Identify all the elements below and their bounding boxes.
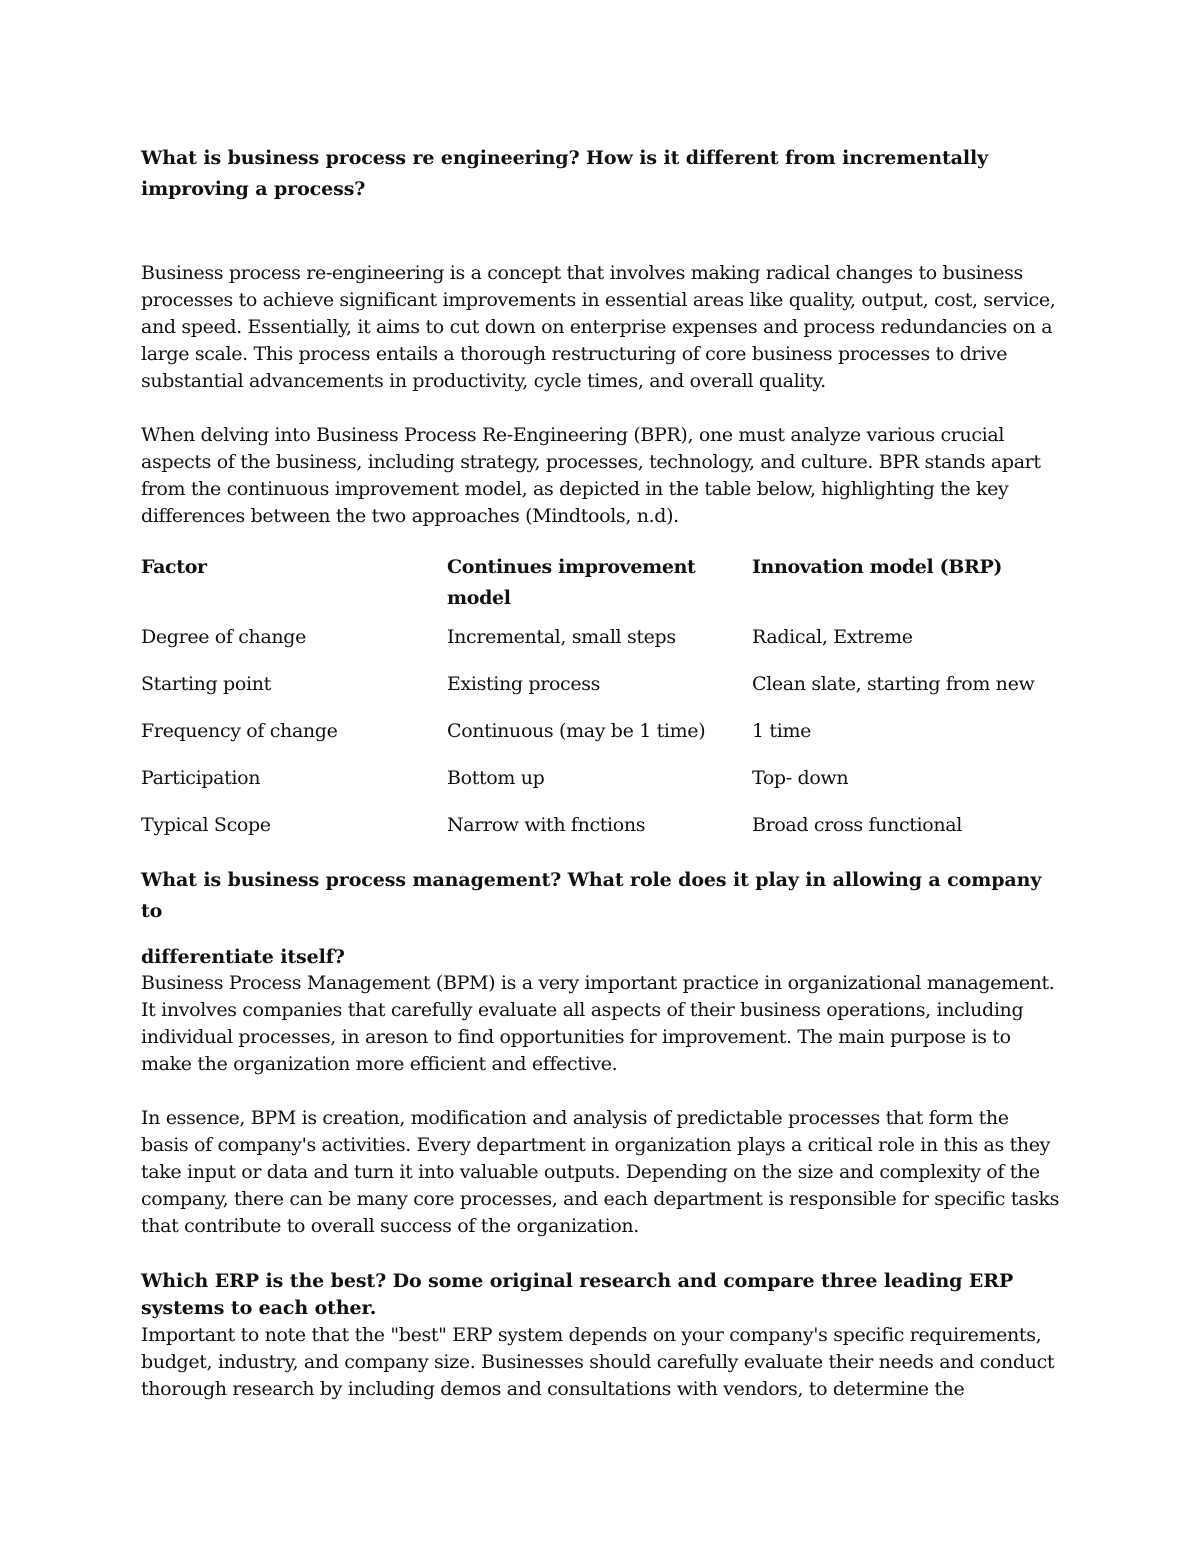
table-row [141, 810, 1061, 857]
heading-bpr: What is business process re engineering? How is it different from incrementally improving a process? [141, 147, 989, 200]
table-cell: 1 time [752, 720, 812, 742]
comparison-table [141, 552, 1061, 857]
paragraph-bpr-definition: Business process re-engineering is a concept that involves making radical changes to business processes to achieve significant improvements in essential areas like quality, output, cost, service, and speed. Essentially, it aims to cut down on enterprise expenses and process redundancies on a large scale. This process entails a thorough restructuring of core business processes to drive substantial advancements in productivity, cycle times, and overall quality. [141, 262, 1056, 392]
table-cell: Broad cross functional [752, 814, 962, 836]
table-header-row [141, 552, 1061, 622]
table-cell: Radical, Extreme [752, 626, 913, 648]
table-cell: Narrow with fnctions [447, 814, 646, 836]
paragraph-bpr-analysis: When delving into Business Process Re-Engineering (BPR), one must analyze various crucial aspects of the business, including strategy, processes, technology, and culture. BPR stands apart from the continuous improvement model, as depicted in the table below, highlighting the key differences between the two approaches (Mindtools, n.d). [141, 424, 1041, 527]
spacer [141, 1240, 1061, 1268]
table-row [141, 716, 1061, 763]
table-header-continuous: Continues improvement model [447, 556, 696, 609]
table-cell: Degree of change [141, 626, 307, 648]
table-cell: Frequency of change [141, 720, 338, 742]
spacer [141, 205, 1061, 260]
table-cell: Starting point [141, 673, 271, 695]
table-header-innovation: Innovation model (BRP) [752, 556, 1003, 578]
heading-erp: Which ERP is the best? Do some original research and compare three leading ERP systems to each other. [141, 1270, 1014, 1319]
heading-bpm-line1: What is business process management? What role does it play in allowing a company to [141, 869, 1042, 922]
table-cell: Incremental, small steps [447, 626, 676, 648]
spacer [141, 530, 1061, 552]
table-cell: Participation [141, 767, 261, 789]
spacer [141, 1078, 1061, 1105]
paragraph-bpm-essence: In essence, BPM is creation, modification and analysis of predictable processes that form the basis of company's activities. Every department in organization plays a critical role in this as they take input or data and turn it into valuable outputs. Depending on the size and complexity of the company, there can be many core processes, and each department is responsible for specific tasks that contribute to overall success of the organization. [141, 1107, 1060, 1237]
table-header-factor: Factor [141, 556, 207, 578]
heading-bpm-line2: differentiate itself? [141, 946, 345, 968]
table-cell: Continuous (may be 1 time) [447, 720, 706, 742]
table-row [141, 763, 1061, 810]
table-cell: Typical Scope [141, 814, 271, 836]
spacer [141, 857, 1061, 865]
table-cell: Clean slate, starting from new [752, 673, 1035, 695]
spacer [141, 395, 1061, 422]
paragraph-bpm-definition: Business Process Management (BPM) is a very important practice in organizational management. It involves companies that carefully evaluate all aspects of their business operations, including individual processes, in areson to find opportunities for improvement. The main purpose is to make the organization more efficient and effective. [141, 972, 1055, 1075]
table-row [141, 669, 1061, 716]
table-cell: Top- down [752, 767, 849, 789]
document-body [141, 143, 1061, 1403]
spacer [141, 927, 1061, 945]
table-cell: Bottom up [447, 767, 545, 789]
table-row [141, 622, 1061, 669]
table-cell: Existing process [447, 673, 601, 695]
paragraph-erp-intro: Important to note that the "best" ERP system depends on your company's specific requirements, budget, industry, and company size. Businesses should carefully evaluate their needs and conduct thorough research by including demos and consultations with vendors, to determine the [141, 1324, 1055, 1400]
